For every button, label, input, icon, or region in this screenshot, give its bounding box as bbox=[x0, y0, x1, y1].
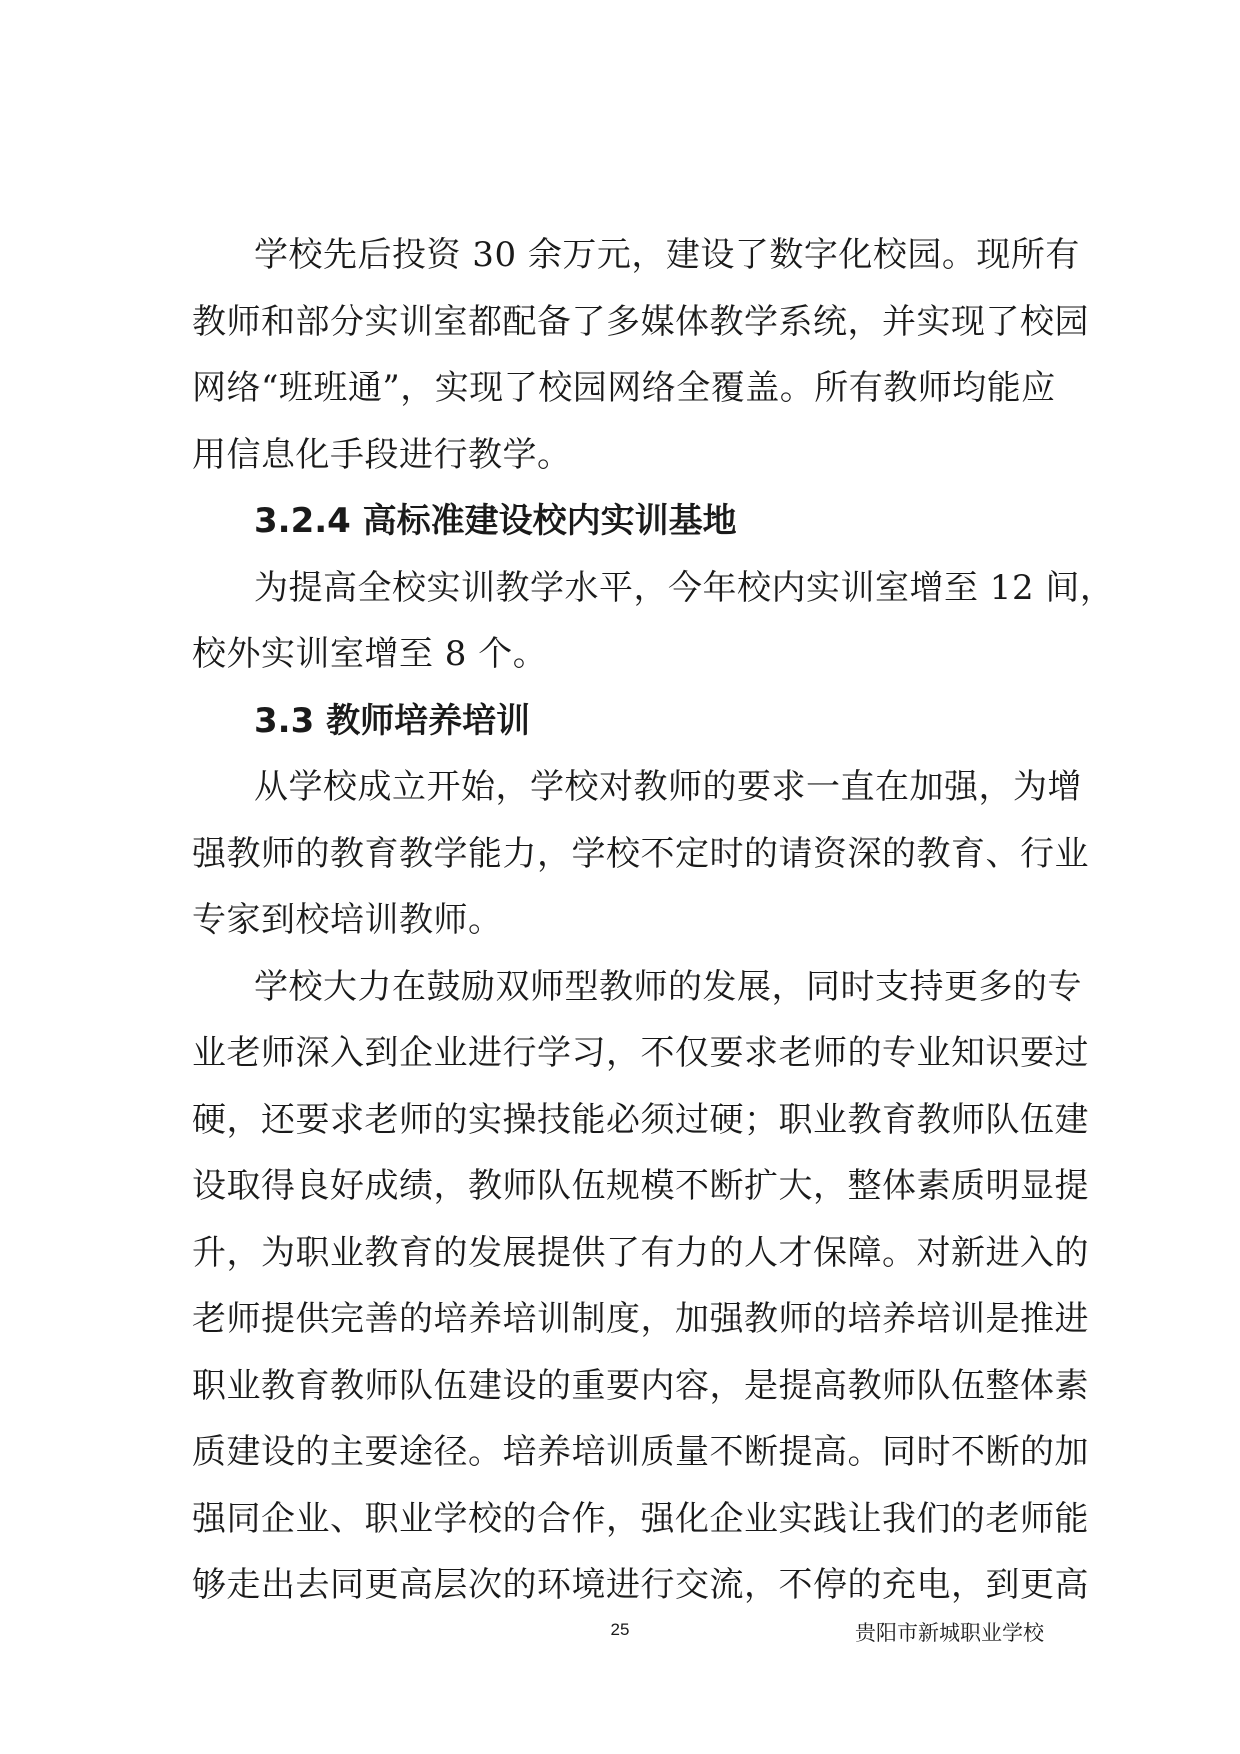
text-line: 质建设的主要途径。培养培训质量不断提高。同时不断的加 bbox=[192, 1432, 1089, 1472]
section-heading-3-3: 3.3 教师培养培训 bbox=[254, 700, 531, 741]
text-line: 硬，还要求老师的实操技能必须过硬；职业教育教师队伍建 bbox=[192, 1099, 1089, 1140]
text-line: 设取得良好成绩，教师队伍规模不断扩大，整体素质明显提 bbox=[192, 1166, 1089, 1206]
text-line: 专家到校培训教师。 bbox=[192, 900, 503, 940]
text-line: 业老师深入到企业进行学习，不仅要求老师的专业知识要过 bbox=[192, 1033, 1089, 1073]
section-heading-3-2-4: 3.2.4 高标准建设校内实训基地 bbox=[254, 501, 737, 541]
text-line: 职业教育教师队伍建设的重要内容，是提高教师队伍整体素 bbox=[192, 1365, 1089, 1406]
paragraph-digital-campus bbox=[192, 222, 1089, 488]
text-line: 用信息化手段进行教学。 bbox=[192, 434, 572, 475]
text-line: 强同企业、职业学校的合作，强化企业实践让我们的老师能 bbox=[192, 1498, 1089, 1539]
text-line: 网络“班班通”，实现了校园网络全覆盖。所有教师均能应 bbox=[192, 368, 1056, 408]
text-line: 校外实训室增至 8 个。 bbox=[192, 634, 548, 674]
text-line: 为提高全校实训教学水平，今年校内实训室增至 12 间， bbox=[254, 567, 1115, 608]
text-line: 学校大力在鼓励双师型教师的发展，同时支持更多的专 bbox=[254, 966, 1082, 1007]
text-line: 从学校成立开始，学校对教师的要求一直在加强，为增 bbox=[254, 767, 1082, 807]
text-line: 强教师的教育教学能力，学校不定时的请资深的教育、行业 bbox=[192, 833, 1089, 874]
text-line: 学校先后投资 30 余万元，建设了数字化校园。现所有 bbox=[254, 235, 1080, 275]
footer-school-name: 贵阳市新城职业学校 bbox=[855, 1621, 1044, 1645]
page-number: 25 bbox=[610, 1620, 630, 1639]
paragraph-teacher-requirements bbox=[192, 754, 1089, 954]
text-line: 升，为职业教育的发展提供了有力的人才保障。对新进入的 bbox=[192, 1232, 1089, 1273]
text-line: 教师和部分实训室都配备了多媒体教学系统，并实现了校园 bbox=[192, 301, 1089, 342]
paragraph-training-rooms bbox=[192, 555, 1115, 688]
text-line: 够走出去同更高层次的环境进行交流，不停的充电，到更高 bbox=[192, 1565, 1089, 1605]
text-line: 老师提供完善的培养培训制度，加强教师的培养培训是推进 bbox=[192, 1299, 1089, 1339]
document-body bbox=[192, 222, 1115, 1619]
paragraph-dual-qualified-teachers bbox=[192, 954, 1089, 1619]
